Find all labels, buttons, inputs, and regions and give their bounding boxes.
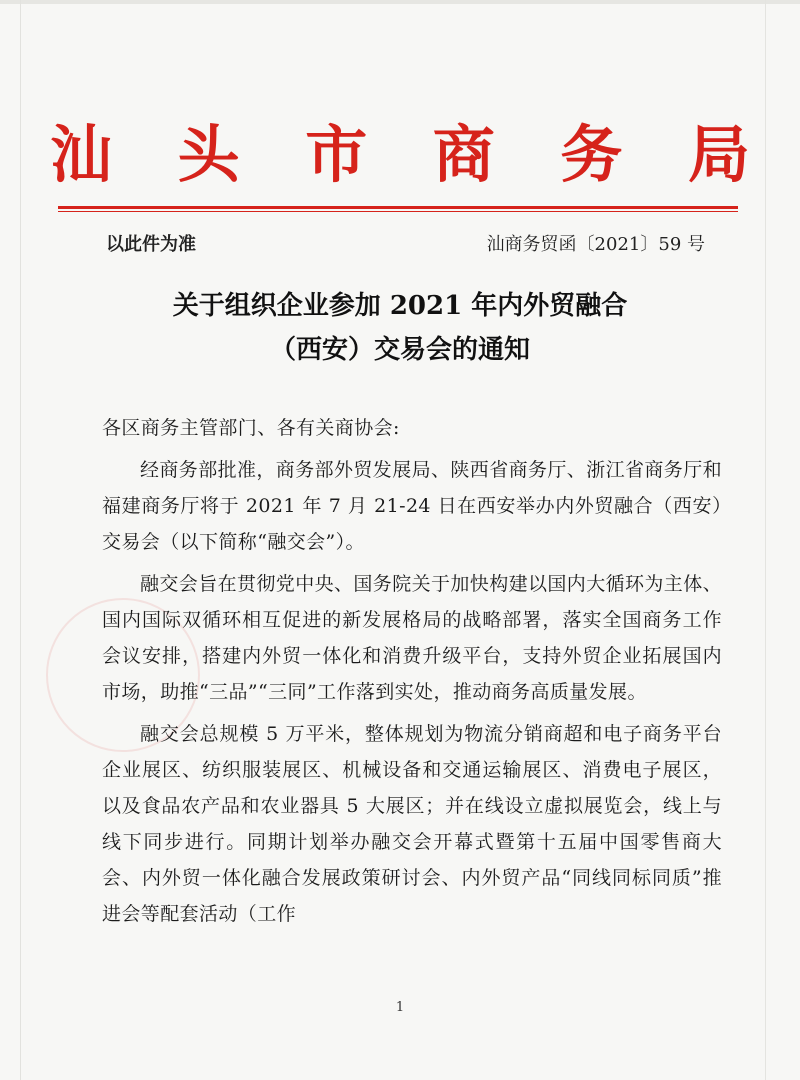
authority-note: 以此件为准 <box>106 234 196 255</box>
document-title-line-2: （西安）交易会的通知 <box>269 335 530 365</box>
salutation: 各区商务主管部门、各有关商协会: <box>102 417 400 439</box>
page-number: 1 <box>395 1000 405 1015</box>
document-title <box>0 284 800 372</box>
red-header-rule-thin <box>58 211 738 212</box>
document-title-line-1: 关于组织企业参加 2021 年内外贸融合 <box>172 291 628 321</box>
document-number: 汕商务贸函〔2021〕59 号 <box>486 234 705 255</box>
document-body <box>102 410 722 932</box>
body-paragraph: 经商务部批准，商务部外贸发展局、陕西省商务厅、浙江省商务厅和福建商务厅将于 2021 年 7 月 21-24 日在西安举办内外贸融合（西安）交易会（以下简称“融交会”）。 <box>102 459 723 553</box>
red-header-rule <box>58 206 738 209</box>
issuing-authority-header: 汕 头 市 商 务 局 <box>50 118 772 191</box>
body-paragraph: 融交会旨在贯彻党中央、国务院关于加快构建以国内大循环为主体、国内国际双循环相互促进的新发展格局的战略部署，落实全国商务工作会议安排，搭建内外贸一体化和消费升级平台，支持外贸企业拓展国内市场，助推“三品”“三同”工作落到实处，推动商务高质量发展。 <box>102 573 723 703</box>
body-paragraph: 融交会总规模 5 万平米，整体规划为物流分销商超和电子商务平台企业展区、纺织服装展区、机械设备和交通运输展区、消费电子展区，以及食品农产品和农业器具 5 大展区；并在线设立虚拟展览会，线上与线下同步进行。同期计划举办融交会开幕式暨第十五届中国零售商大会、内外贸一体化融合发展政策研讨会、内外贸产品“同线同标同质”推进会等配套活动（工作 <box>102 723 722 925</box>
scan-edge-top <box>0 0 800 4</box>
